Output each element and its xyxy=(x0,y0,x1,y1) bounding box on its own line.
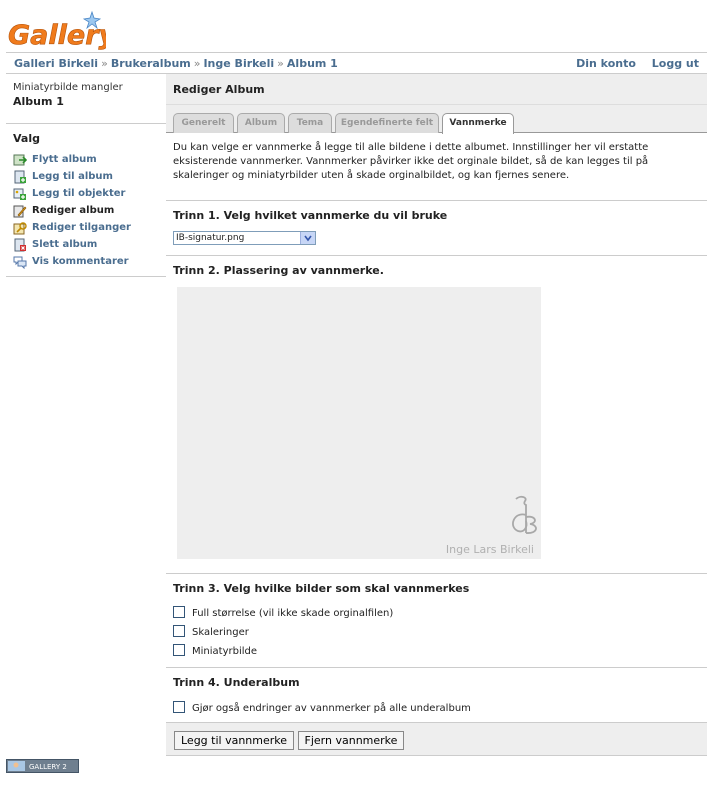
delete-album-icon xyxy=(13,238,27,252)
gallery2-badge[interactable] xyxy=(6,759,79,773)
comments-icon xyxy=(13,255,27,269)
album-name: Album 1 xyxy=(13,95,64,108)
tab-general[interactable]: Generelt xyxy=(173,113,234,133)
checkbox-resizes[interactable] xyxy=(173,625,185,637)
checkbox-row-thumbnail[interactable] xyxy=(173,642,700,661)
action-edit-album[interactable] xyxy=(13,202,159,219)
checkbox-full-size[interactable] xyxy=(173,606,185,618)
checkbox-subalbums[interactable] xyxy=(173,701,185,713)
step4-section xyxy=(166,668,707,724)
sidebar xyxy=(6,74,166,277)
remove-watermark-button[interactable]: Fjern vannmerke xyxy=(298,731,405,750)
watermark-select-value: IB-signatur.png xyxy=(176,233,245,243)
action-view-comments[interactable] xyxy=(13,253,159,270)
step2-title: Trinn 2. Plassering av vannmerke. xyxy=(173,264,384,277)
sidebar-heading: Valg xyxy=(13,132,40,145)
action-label[interactable]: Flytt album xyxy=(32,154,97,165)
watermark-preview[interactable] xyxy=(177,287,541,559)
apply-watermark-button[interactable]: Legg til vannmerke xyxy=(174,731,294,750)
user-links xyxy=(564,53,699,74)
breadcrumb-user[interactable]: Inge Birkeli xyxy=(203,57,275,70)
checkbox-row-full-size[interactable] xyxy=(173,604,700,623)
checkbox-row-subalbums[interactable] xyxy=(173,699,700,718)
album-thumbnail-block xyxy=(6,74,166,124)
gallery-logo[interactable] xyxy=(6,8,106,52)
action-delete-album[interactable] xyxy=(13,236,159,253)
checkbox-row-resizes[interactable] xyxy=(173,623,700,642)
breadcrumb-separator: » xyxy=(193,57,201,70)
action-label[interactable]: Rediger tilganger xyxy=(32,222,131,233)
move-album-icon xyxy=(13,153,27,167)
breadcrumb xyxy=(14,53,338,74)
action-move-album[interactable] xyxy=(13,151,159,168)
logo-text: Gallery xyxy=(8,20,106,51)
step1-section xyxy=(166,201,707,256)
tab-custom-fields[interactable]: Egendefinerte felt xyxy=(335,113,439,133)
my-account-link[interactable]: Din konto xyxy=(576,57,636,70)
step3-title: Trinn 3. Velg hvilke bilder som skal vannmerkes xyxy=(173,582,470,595)
edit-album-icon xyxy=(13,204,27,218)
action-buttons-bar xyxy=(166,722,707,756)
add-album-icon xyxy=(13,170,27,184)
thumbnail-missing-text: Miniatyrbilde mangler xyxy=(13,82,123,93)
breadcrumb-gallery[interactable]: Galleri Birkeli xyxy=(14,57,99,70)
tab-album[interactable]: Album xyxy=(237,113,285,133)
main-panel xyxy=(166,74,707,756)
add-items-icon xyxy=(13,187,27,201)
action-edit-permissions[interactable] xyxy=(13,219,159,236)
watermark-preview-text: Inge Lars Birkeli xyxy=(445,543,534,556)
gallery2-badge-text: GALLERY 2 xyxy=(29,763,67,771)
dropdown-arrow-icon[interactable] xyxy=(300,232,315,244)
breadcrumb-user-albums[interactable]: Brukeralbum xyxy=(110,57,191,70)
action-label[interactable]: Legg til album xyxy=(32,171,113,182)
step2-section xyxy=(166,256,707,574)
action-label[interactable]: Slett album xyxy=(32,239,98,250)
action-add-album[interactable] xyxy=(13,168,159,185)
action-label[interactable]: Legg til objekter xyxy=(32,188,126,199)
checkbox-label: Skaleringer xyxy=(192,627,249,638)
action-label[interactable]: Vis kommentarer xyxy=(32,256,129,267)
sidebar-actions xyxy=(6,124,166,277)
step1-title: Trinn 1. Velg hvilket vannmerke du vil bruke xyxy=(173,209,448,222)
page-title: Rediger Album xyxy=(166,74,707,105)
step3-section xyxy=(166,574,707,668)
checkbox-label: Miniatyrbilde xyxy=(192,646,258,657)
breadcrumb-separator: » xyxy=(277,57,284,70)
action-label: Rediger album xyxy=(32,205,115,216)
tab-theme[interactable]: Tema xyxy=(288,113,332,133)
checkbox-label: Full størrelse (vil ikke skade orginalfilen) xyxy=(192,608,394,619)
breadcrumb-separator: » xyxy=(101,57,108,70)
tab-bar xyxy=(166,105,707,133)
tab-watermark[interactable]: Vannmerke xyxy=(442,113,514,134)
action-add-items[interactable] xyxy=(13,185,159,202)
step4-title: Trinn 4. Underalbum xyxy=(173,676,300,689)
logout-link[interactable]: Logg ut xyxy=(651,57,699,70)
intro-text: Du kan velge er vannmerke å legge til alle bildene i dette albumet. Innstillinger her vil erstatte eksisterende vannmerker. Vannmerker påvirker ikke det orginale bildet, så de kan legges til på skaleringer og miniatyrbilder uten å skade orginalbildet, og kan fjernes senere. xyxy=(166,133,707,201)
checkbox-label: Gjør også endringer av vannmerker på alle underalbum xyxy=(192,703,471,714)
edit-permissions-icon xyxy=(13,221,27,235)
watermark-signature-icon[interactable] xyxy=(506,493,540,537)
checkbox-thumbnail[interactable] xyxy=(173,644,185,656)
breadcrumb-bar xyxy=(6,52,707,74)
breadcrumb-album[interactable]: Album 1 xyxy=(286,57,338,70)
watermark-select[interactable] xyxy=(173,231,316,245)
